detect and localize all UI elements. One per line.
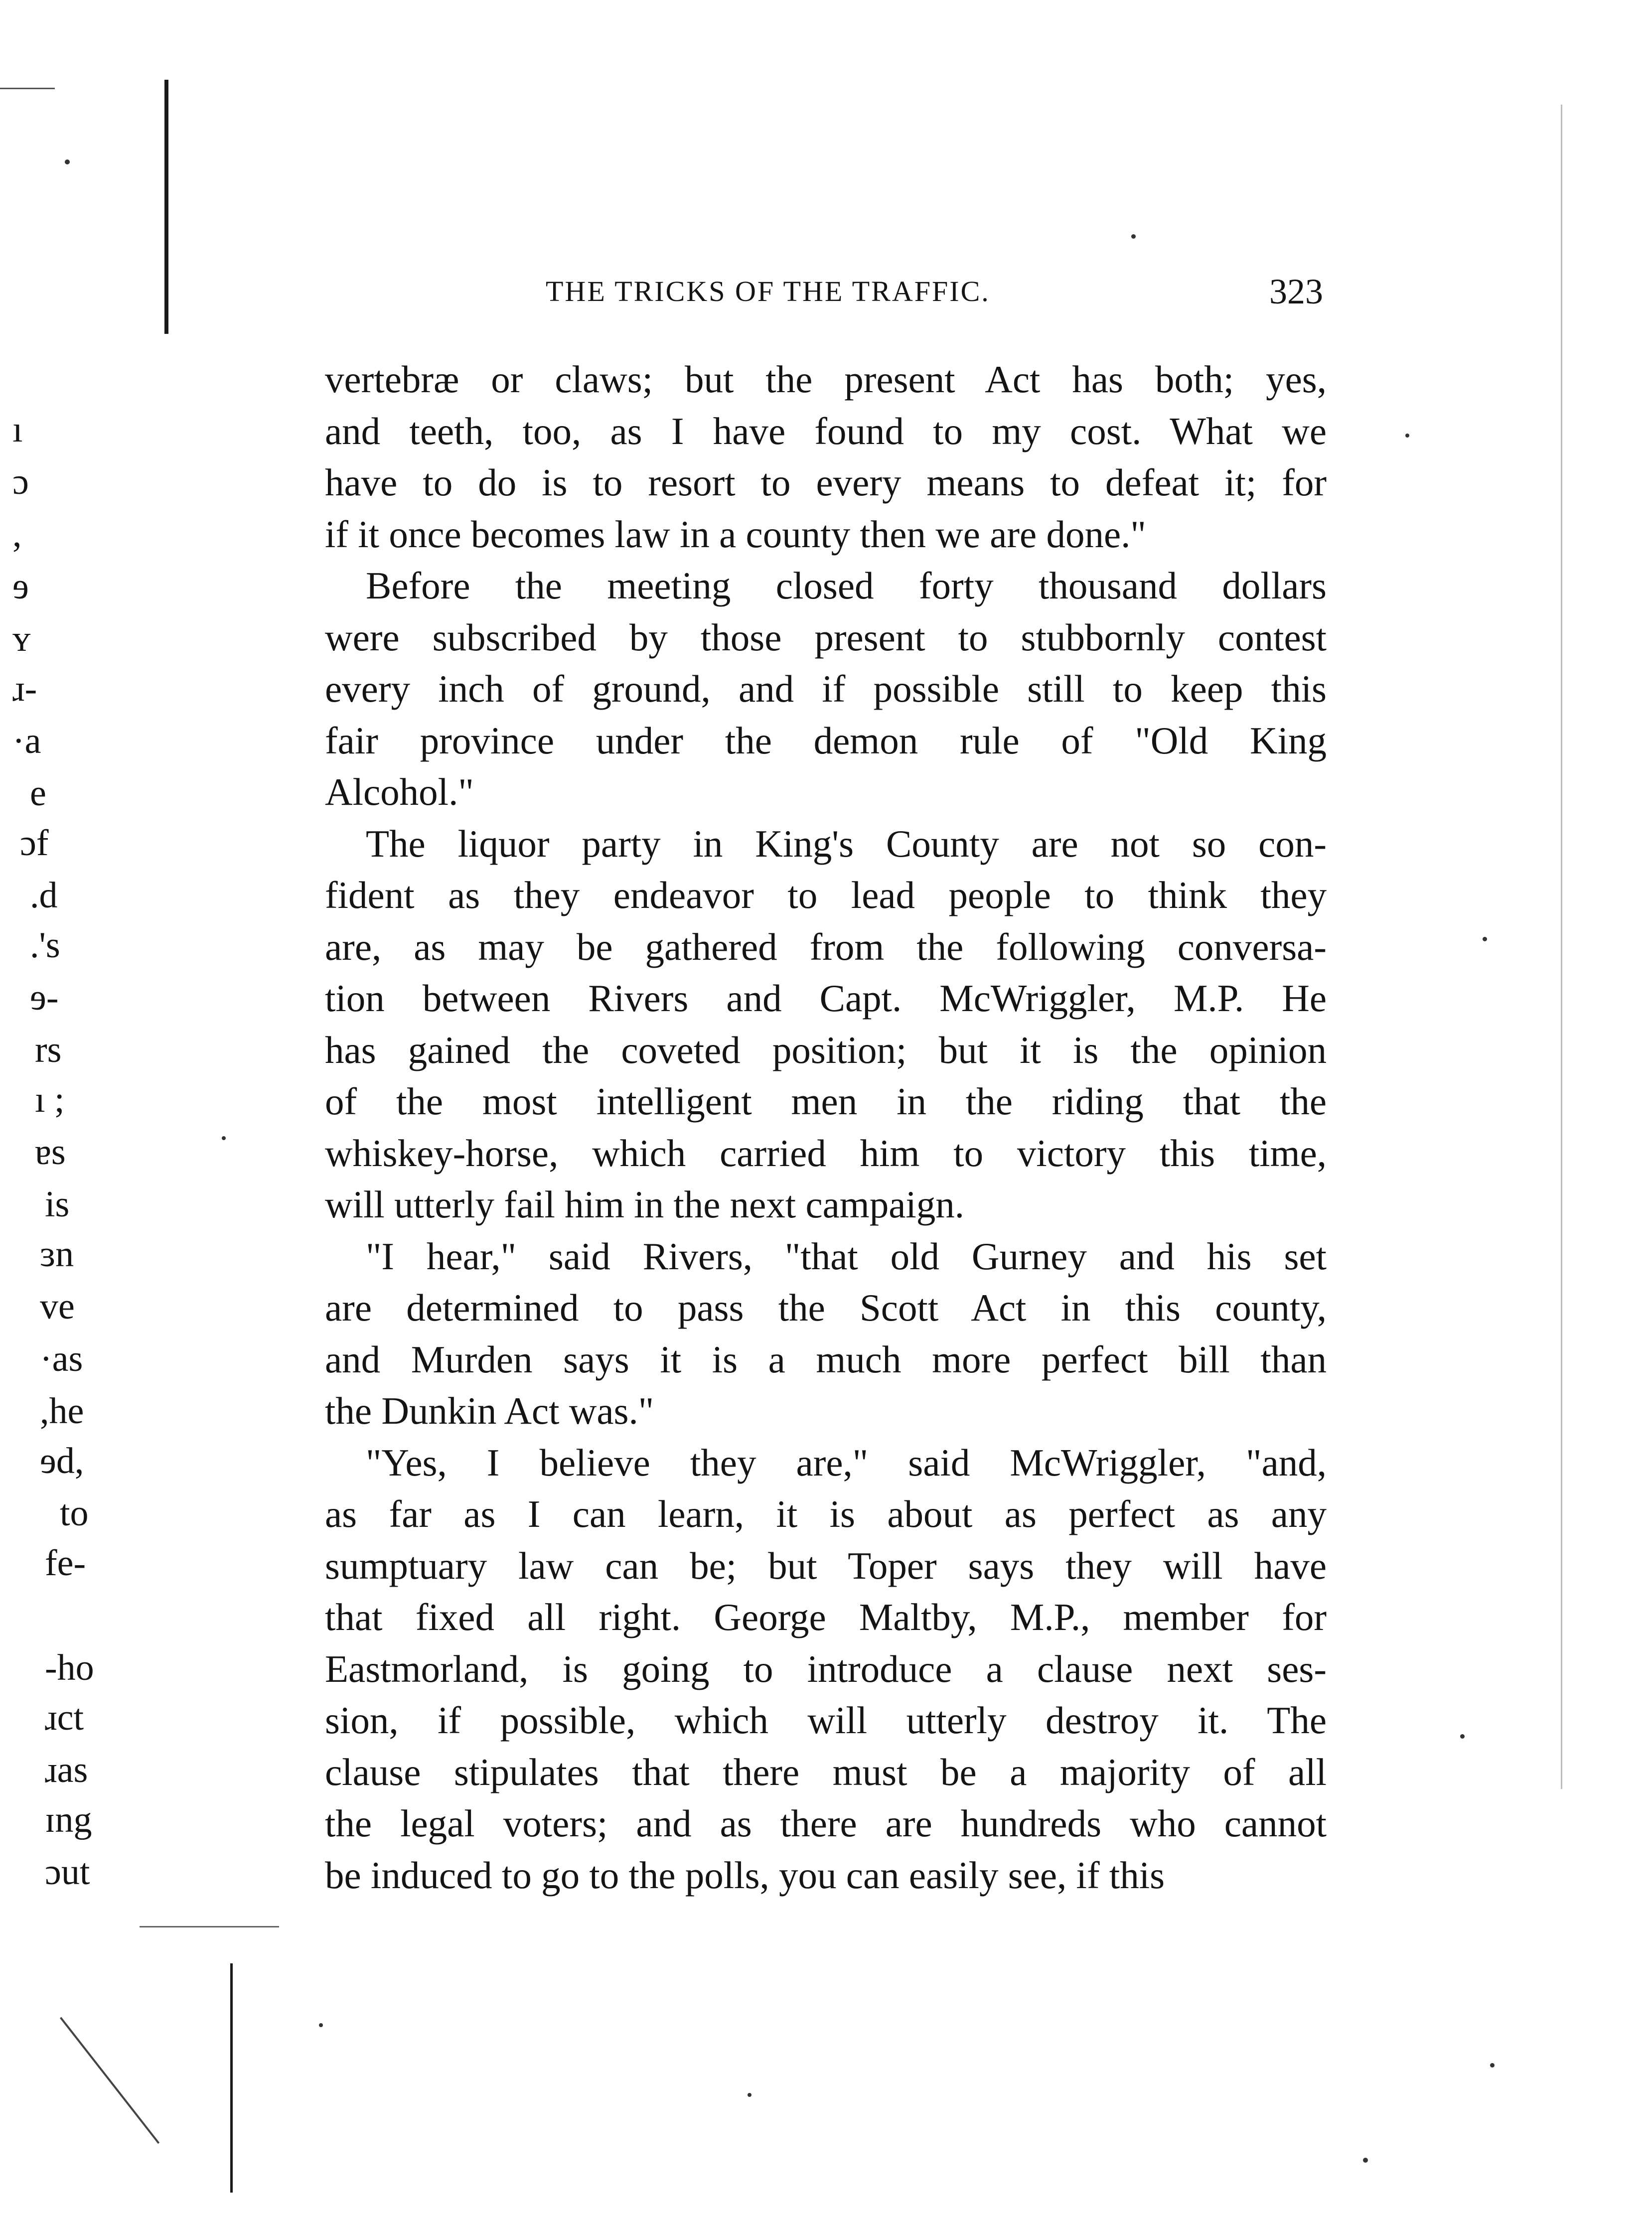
margin-fragment: .'s bbox=[30, 925, 60, 966]
margin-fragment: ɜn bbox=[40, 1234, 74, 1275]
margin-fragment: ɹ- bbox=[12, 668, 37, 709]
speck bbox=[1405, 434, 1409, 438]
text-line: the Dunkin Act was." bbox=[325, 1389, 654, 1432]
margin-fragment: ɐs bbox=[35, 1132, 66, 1173]
text-line: and teeth, too, as I have found to my cost. What we bbox=[325, 409, 1327, 452]
text-line: if it once becomes law in a county then we are done." bbox=[325, 512, 1146, 556]
speck bbox=[1483, 937, 1487, 941]
text-line: Eastmorland, is going to introduce a clause next ses- bbox=[325, 1647, 1327, 1690]
margin-fragment: fe- bbox=[45, 1543, 86, 1584]
text-line: "I hear," said Rivers, "that old Gurney and his set bbox=[366, 1234, 1327, 1278]
text-line: The liquor party in King's County are not so con- bbox=[366, 822, 1327, 865]
body-text bbox=[325, 354, 1327, 1901]
text-line: as far as I can learn, it is about as perfect as any bbox=[325, 1492, 1327, 1535]
text-line: were subscribed by those present to stubbornly contest bbox=[325, 615, 1327, 659]
right-edge-line bbox=[1561, 105, 1562, 1789]
text-line: be induced to go to the polls, you can easily see, if this bbox=[325, 1853, 1165, 1897]
margin-fragment: ɹct bbox=[45, 1697, 84, 1738]
margin-fragment: , bbox=[12, 514, 22, 555]
margin-fragment: ɔf bbox=[20, 823, 49, 864]
text-line: sion, if possible, which will utterly destroy it. The bbox=[325, 1699, 1327, 1742]
margin-fragment: ɹas bbox=[45, 1750, 88, 1790]
facing-page-fragments bbox=[0, 0, 159, 2218]
margin-fragment: ,he bbox=[40, 1391, 84, 1432]
margin-fragment: ɘ bbox=[12, 566, 29, 607]
text-line: and Murden says it is a much more perfect bill than bbox=[325, 1337, 1327, 1381]
text-line: whiskey-horse, which carried him to victory this time, bbox=[325, 1131, 1327, 1175]
margin-fragment: ɪng bbox=[45, 1799, 92, 1840]
text-line: of the most intelligent men in the riding that the bbox=[325, 1080, 1327, 1123]
speck bbox=[1490, 2063, 1495, 2068]
paragraph bbox=[325, 560, 1327, 818]
margin-fragment: ɔut bbox=[45, 1852, 90, 1893]
running-header bbox=[546, 272, 1323, 311]
text-line: sumptuary law can be; but Toper says they will have bbox=[325, 1544, 1327, 1587]
text-line: Before the meeting closed forty thousand dollars bbox=[366, 564, 1327, 607]
speck bbox=[319, 2023, 323, 2027]
text-line: clause stipulates that there must be a majority of all bbox=[325, 1750, 1327, 1793]
text-line: will utterly fail him in the next campaign. bbox=[325, 1183, 965, 1226]
bottom-left-dash bbox=[140, 1926, 279, 1927]
margin-fragment: ı bbox=[12, 409, 23, 450]
gutter-rule-bottom bbox=[230, 1963, 233, 2193]
speck bbox=[748, 2093, 751, 2097]
margin-fragment: ve bbox=[40, 1286, 75, 1327]
speck bbox=[222, 1136, 226, 1140]
text-line: are determined to pass the Scott Act in this county, bbox=[325, 1286, 1327, 1329]
paragraph bbox=[325, 1437, 1327, 1902]
margin-fragment: is bbox=[45, 1184, 70, 1225]
margin-fragment: ɘ- bbox=[30, 977, 59, 1018]
text-line: have to do is to resort to every means to defeat it; for bbox=[325, 461, 1327, 504]
page-number: 323 bbox=[1269, 272, 1323, 311]
speck bbox=[1363, 2158, 1368, 2163]
margin-fragment: ɔ bbox=[12, 461, 29, 502]
speck bbox=[1460, 1734, 1465, 1739]
paragraph bbox=[325, 818, 1327, 1231]
margin-fragment: ·as bbox=[40, 1338, 83, 1379]
margin-fragment: -ho bbox=[45, 1647, 94, 1688]
paragraph bbox=[325, 354, 1327, 560]
running-head-title: THE TRICKS OF THE TRAFFIC. bbox=[546, 275, 990, 307]
paragraph bbox=[325, 1231, 1327, 1437]
text-line: are, as may be gathered from the following conversa- bbox=[325, 925, 1327, 968]
text-line: has gained the coveted position; but it is the opinion bbox=[325, 1028, 1327, 1071]
text-line: fair province under the demon rule of "Old King bbox=[325, 719, 1327, 762]
text-line: every inch of ground, and if possible still to keep this bbox=[325, 667, 1327, 710]
margin-fragment: ʏ bbox=[12, 618, 31, 659]
text-line: tion between Rivers and Capt. McWriggler, M.P. He bbox=[325, 977, 1327, 1020]
speck bbox=[1131, 234, 1136, 239]
margin-fragment: to bbox=[60, 1493, 89, 1534]
text-line: fident as they endeavor to lead people to think they bbox=[325, 874, 1327, 916]
margin-fragment: e bbox=[30, 773, 46, 814]
margin-fragment: ɘd, bbox=[40, 1441, 84, 1481]
margin-fragment: ·a bbox=[12, 721, 41, 761]
margin-fragment: ı ; bbox=[35, 1079, 65, 1120]
text-line: Alcohol." bbox=[325, 770, 474, 813]
text-line: vertebræ or claws; but the present Act has both; yes, bbox=[325, 358, 1327, 401]
margin-fragment: rs bbox=[35, 1030, 62, 1070]
gutter-rule-top bbox=[164, 80, 168, 334]
text-line: the legal voters; and as there are hundreds who cannot bbox=[325, 1802, 1327, 1845]
margin-fragment: .d bbox=[30, 875, 58, 916]
text-line: that fixed all right. George Maltby, M.P., member for bbox=[325, 1596, 1327, 1638]
text-line: "Yes, I believe they are," said McWriggler, "and, bbox=[366, 1441, 1327, 1484]
